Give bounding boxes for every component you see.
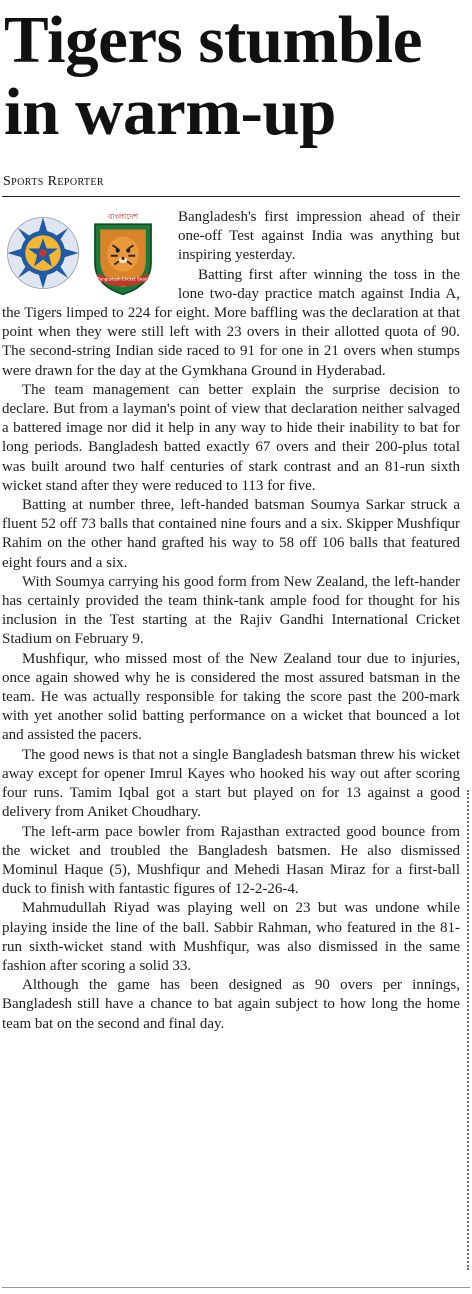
bcb-logo-top-text: বাংলাদেশ [107,212,139,221]
headline: Tigers stumble in warm-up [4,3,422,149]
column-separator-dots [467,790,469,1270]
article-body [2,208,460,1034]
article-paragraph: The left-arm pace bowler from Rajasthan extracted good bounce from the wicket and troubled the Bangladesh batsmen. He also dismissed Mominul Haque (5), Mushfiqur and Mehedi Hasan Miraz for a first-ball duck to finish with fantastic figures of 12-2-26-4. [2,823,460,898]
article-paragraph: With Soumya carrying his good form from New Zealand, the left-hander has certainly provided the team think-tank ample food for thought for his inclusion in the Test starting at the Rajiv Gandhi International Cricket Stadium on February 9. [2,573,460,648]
article-paragraph: Mahmudullah Riyad was playing well on 23 but was undone while playing inside the line of the ball. Sabbir Rahman, who featured in the 81-run sixth-wicket stand with Mushfiqur, was also dismissed in the same fashion after scoring a solid 33. [2,900,460,974]
bottom-divider [2,1287,470,1288]
article-paragraph: Mushfiqur, who missed most of the New Zealand tour due to injuries, once again showed why he is considered the most assured batsman in the team. He was actually responsible for taking the score past the 200-mark with yet another solid batting performance on a wicket that bounced a lot and assisted the pacers. [2,650,460,744]
article-paragraph: The team management can better explain the surprise decision to declare. But from a layman's point of view that declaration neither salvaged a battered image nor did it help in any way to hide their inability to bat for long periods. Bangladesh batted exactly 67 overs and their 200-plus total was built around two half centuries of stark contrast and an 81-run sixth wicket stand after they were reduced to 113 for five. [2,381,460,494]
article-paragraph: Batting first after winning the toss in the lone two-day practice match against India A, the Tigers limped to 224 for eight. More baffling was the declaration at that point when they were still left with 23 overs in their allotted quota of 90. The second-string Indian side raced to 91 for one in 21 overs when stumps were drawn for the day at the Gymkhana Ground in Hyderabad. [2,266,460,379]
byline-divider [2,196,460,197]
logo-float-spacer [2,208,178,303]
article-paragraph: Bangladesh's first impression ahead of their one-off Test against India was anything but inspiring yesterday. [178,209,460,264]
article-paragraph: Batting at number three, left-handed batsman Soumya Sarkar struck a fluent 52 off 73 balls that contained nine fours and a six. Skipper Mushfiqur Rahim on the other hand grafted his way to 58 off 106 balls that featured eight fours and a six. [2,497,460,571]
article-paragraph: The good news is that not a single Bangladesh batsman threw his wicket away except for opener Imrul Kayes who hooked his way out after scoring four runs. Tamim Iqbal got a start but played on for 13 against a good delivery from Aniket Choudhary. [2,746,460,821]
byline: Sports Reporter [3,174,104,189]
bcb-logo-bottom-text: Bangladesh Cricket Board [97,276,149,282]
article-paragraph: Although the game has been designed as 90 overs per innings, Bangladesh still have a chance to bat again subject to how long the home team bat on the second and final day. [2,977,460,1032]
